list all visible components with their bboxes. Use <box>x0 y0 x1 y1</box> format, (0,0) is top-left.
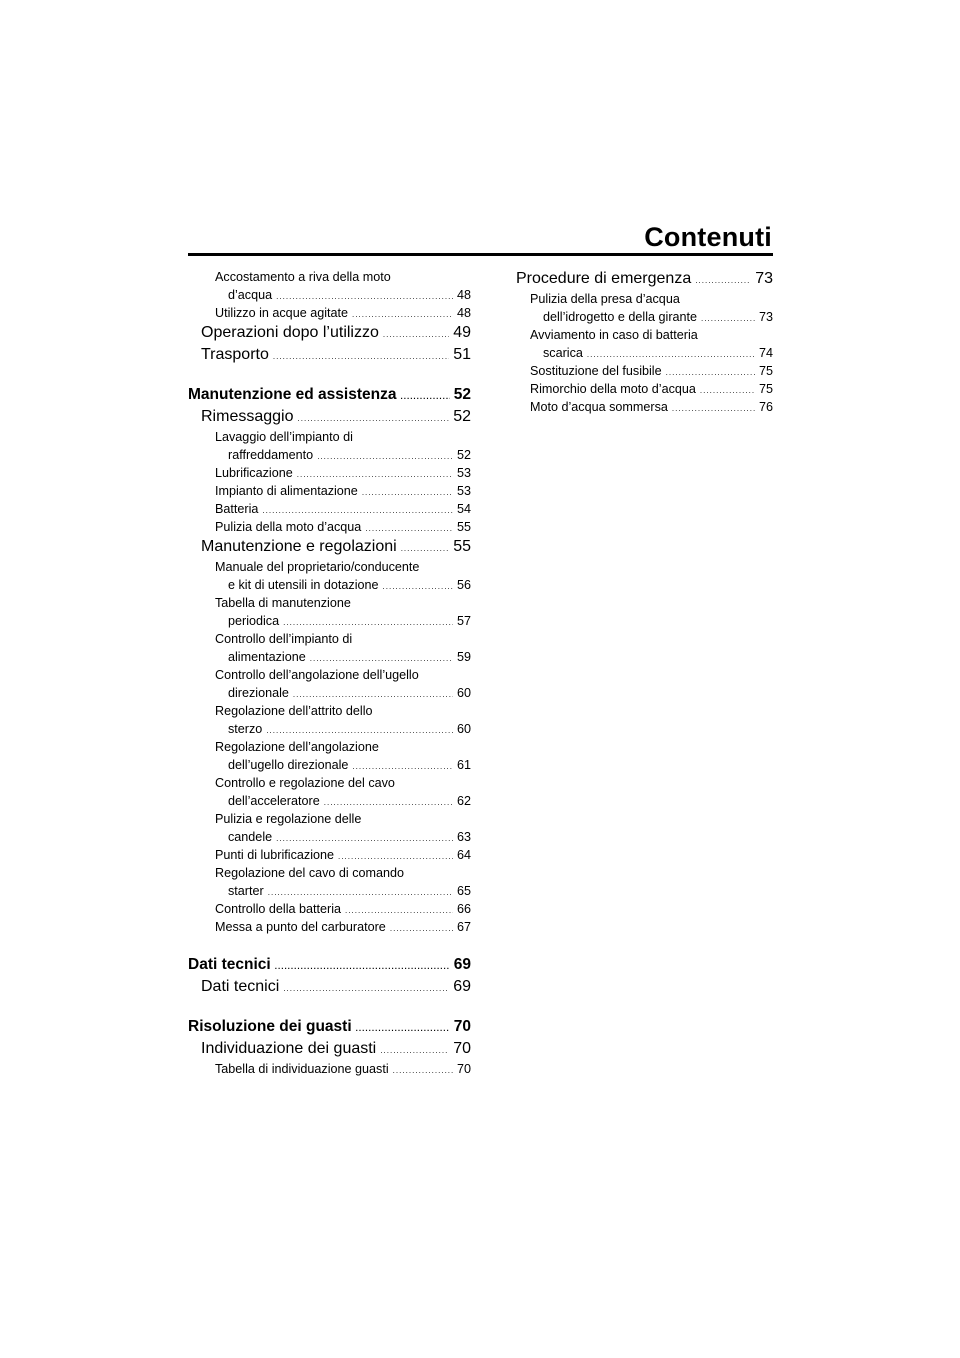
toc-entry-title: Lubrificazione <box>215 466 293 480</box>
toc-entry[interactable] <box>503 328 773 364</box>
toc-entry[interactable] <box>188 978 471 1000</box>
toc-entry-title: Punti di lubrificazione <box>215 848 335 862</box>
toc-entry[interactable] <box>188 306 471 324</box>
toc-page-number: 53 <box>456 484 471 498</box>
toc-entry-title: Sostituzione del fusibile <box>530 364 662 378</box>
toc-page-number: 61 <box>456 758 471 772</box>
dot-leader <box>390 920 453 934</box>
toc-entry-title: Controllo e regolazione del cavo <box>215 776 395 790</box>
toc-entry[interactable] <box>503 364 773 382</box>
dot-leader <box>275 956 450 974</box>
dot-leader <box>310 650 453 664</box>
toc-entry-title: Manuale del proprietario/conducente <box>215 560 420 574</box>
toc-entry-title: Procedure di emergenza <box>516 270 692 287</box>
toc-entry[interactable] <box>503 382 773 400</box>
toc-entry-title: scarica <box>543 346 583 360</box>
toc-entry[interactable] <box>503 400 773 418</box>
dot-leader <box>345 902 453 916</box>
toc-entry-title: Moto d’acqua sommersa <box>530 400 668 414</box>
dot-leader <box>352 306 453 320</box>
toc-page-number: 69 <box>453 978 471 995</box>
toc-right-column <box>503 270 773 418</box>
toc-page-number: 69 <box>453 956 471 973</box>
dot-leader <box>701 310 755 324</box>
toc-page-number: 59 <box>456 650 471 664</box>
toc-entry-title: Risoluzione dei guasti <box>188 1018 352 1035</box>
dot-leader <box>587 346 755 360</box>
dot-leader <box>700 382 755 396</box>
toc-entry[interactable] <box>188 668 471 704</box>
toc-page-number: 51 <box>453 346 471 363</box>
toc-page-number: 56 <box>456 578 471 592</box>
toc-entry[interactable] <box>188 596 471 632</box>
toc-page-number: 52 <box>453 386 471 403</box>
toc-entry[interactable] <box>188 632 471 668</box>
toc-entry-title: starter <box>228 884 264 898</box>
toc-page-number: 55 <box>453 538 471 555</box>
toc-entry[interactable] <box>188 956 471 978</box>
toc-page-number: 76 <box>758 400 773 414</box>
toc-entry-title: Regolazione del cavo di comando <box>215 866 405 880</box>
toc-page-number: 52 <box>456 448 471 462</box>
dot-leader <box>293 686 453 700</box>
toc-page-number: 48 <box>456 288 471 302</box>
dot-leader <box>273 346 449 364</box>
toc-page-number: 54 <box>456 502 471 516</box>
toc-entry[interactable] <box>503 292 773 328</box>
dot-leader <box>352 758 453 772</box>
toc-entry[interactable] <box>188 740 471 776</box>
page-title: Contenuti <box>644 222 772 252</box>
toc-entry[interactable] <box>188 408 471 430</box>
toc-page-number: 70 <box>453 1040 471 1057</box>
toc-entry-title: Pulizia della moto d’acqua <box>215 520 362 534</box>
dot-leader <box>338 848 453 862</box>
toc-page-number: 48 <box>456 306 471 320</box>
toc-entry-title: Controllo dell’impianto di <box>215 632 353 646</box>
toc-entry-title: Individuazione dei guasti <box>201 1040 377 1057</box>
toc-entry-title: Pulizia della presa d’acqua <box>530 292 680 306</box>
dot-leader <box>380 1040 449 1058</box>
toc-page-number: 75 <box>758 382 773 396</box>
toc-entry[interactable] <box>188 848 471 866</box>
dot-leader <box>276 830 453 844</box>
title-rule <box>188 253 773 256</box>
toc-entry[interactable] <box>188 324 471 346</box>
toc-entry-title: d’acqua <box>228 288 273 302</box>
toc-entry-title: Utilizzo in acque agitate <box>215 306 349 320</box>
toc-entry-title: Operazioni dopo l’utilizzo <box>201 324 379 341</box>
toc-entry-title: Tabella di manutenzione <box>215 596 351 610</box>
toc-entry-title: Rimorchio della moto d’acqua <box>530 382 696 396</box>
toc-entry[interactable] <box>188 270 471 306</box>
toc-entry[interactable] <box>188 1040 471 1062</box>
toc-entry[interactable] <box>188 812 471 848</box>
toc-entry[interactable] <box>188 386 471 408</box>
toc-page-number: 73 <box>758 310 773 324</box>
toc-entry-title: Regolazione dell’angolazione <box>215 740 379 754</box>
toc-page-number: 53 <box>456 466 471 480</box>
toc-entry-title: e kit di utensili in dotazione <box>228 578 379 592</box>
toc-left-column <box>188 270 471 1080</box>
toc-page-number: 70 <box>453 1018 471 1035</box>
toc-page-number: 55 <box>456 520 471 534</box>
toc-entry[interactable] <box>188 520 471 538</box>
toc-entry-title: Avviamento in caso di batteria <box>530 328 698 342</box>
dot-leader <box>268 884 453 898</box>
dot-leader <box>365 520 453 534</box>
toc-entry[interactable] <box>188 430 471 466</box>
dot-leader <box>393 1062 453 1076</box>
toc-entry-title: Impianto di alimentazione <box>215 484 358 498</box>
toc-entry[interactable] <box>188 484 471 502</box>
dot-leader <box>362 484 453 498</box>
toc-page-number: 62 <box>456 794 471 808</box>
dot-leader <box>324 794 453 808</box>
toc-entry[interactable] <box>188 866 471 902</box>
toc-page-number: 73 <box>755 270 773 287</box>
toc-entry-title: alimentazione <box>228 650 306 664</box>
dot-leader <box>283 614 453 628</box>
toc-entry[interactable] <box>188 466 471 484</box>
toc-page-number: 49 <box>453 324 471 341</box>
toc-page-number: 57 <box>456 614 471 628</box>
toc-entry[interactable] <box>188 1018 471 1040</box>
toc-entry-title: Pulizia e regolazione delle <box>215 812 362 826</box>
toc-page-number: 64 <box>456 848 471 862</box>
toc-entry-title: Dati tecnici <box>201 978 280 995</box>
toc-entry-title: candele <box>228 830 273 844</box>
toc-entry-title: Dati tecnici <box>188 956 271 973</box>
toc-entry-title: Lavaggio dell’impianto di <box>215 430 353 444</box>
toc-page-number: 66 <box>456 902 471 916</box>
toc-entry-title: Tabella di individuazione guasti <box>215 1062 389 1076</box>
toc-entry-title: dell’idrogetto e della girante <box>543 310 698 324</box>
dot-leader <box>276 288 453 302</box>
dot-leader <box>400 386 449 404</box>
dot-leader <box>297 408 449 426</box>
toc-entry-title: Manutenzione e regolazioni <box>201 538 397 555</box>
dot-leader <box>356 1018 450 1036</box>
toc-entry-title: Controllo dell’angolazione dell’ugello <box>215 668 419 682</box>
toc-entry[interactable] <box>503 270 773 292</box>
toc-entry-title: Messa a punto del carburatore <box>215 920 386 934</box>
dot-leader <box>283 978 449 996</box>
toc-entry[interactable] <box>188 346 471 368</box>
toc-entry-title: Accostamento a riva della moto <box>215 270 391 284</box>
toc-page-number: 75 <box>758 364 773 378</box>
toc-entry[interactable] <box>188 1062 471 1080</box>
toc-entry-title: dell’ugello direzionale <box>228 758 349 772</box>
toc-entry[interactable] <box>188 704 471 740</box>
dot-leader <box>672 400 755 414</box>
dot-leader <box>666 364 755 378</box>
toc-entry[interactable] <box>188 920 471 938</box>
dot-leader <box>695 270 751 288</box>
dot-leader <box>401 538 450 556</box>
toc-page-number: 60 <box>456 686 471 700</box>
toc-page-number: 67 <box>456 920 471 934</box>
toc-page-number: 65 <box>456 884 471 898</box>
toc-entry-title: dell’acceleratore <box>228 794 320 808</box>
toc-entry[interactable] <box>188 560 471 596</box>
dot-leader <box>266 722 453 736</box>
toc-entry-title: direzionale <box>228 686 289 700</box>
toc-page-number: 70 <box>456 1062 471 1076</box>
toc-page-number: 63 <box>456 830 471 844</box>
toc-entry-title: raffreddamento <box>228 448 314 462</box>
dot-leader <box>383 324 449 342</box>
toc-entry-title: Controllo della batteria <box>215 902 342 916</box>
toc-entry-title: Trasporto <box>201 346 269 363</box>
toc-page-number: 52 <box>453 408 471 425</box>
toc-entry[interactable] <box>188 502 471 520</box>
toc-entry-title: Manutenzione ed assistenza <box>188 386 397 403</box>
toc-page-number: 74 <box>758 346 773 360</box>
toc-entry-title: Regolazione dell’attrito dello <box>215 704 373 718</box>
toc-entry[interactable] <box>188 776 471 812</box>
toc-entry-title: Batteria <box>215 502 259 516</box>
toc-page-number: 60 <box>456 722 471 736</box>
toc-entry[interactable] <box>188 902 471 920</box>
toc-entry[interactable] <box>188 538 471 560</box>
dot-leader <box>262 502 453 516</box>
dot-leader <box>297 466 453 480</box>
toc-entry-title: sterzo <box>228 722 263 736</box>
toc-entry-title: Rimessaggio <box>201 408 294 425</box>
dot-leader <box>383 578 453 592</box>
toc-entry-title: periodica <box>228 614 280 628</box>
dot-leader <box>317 448 453 462</box>
